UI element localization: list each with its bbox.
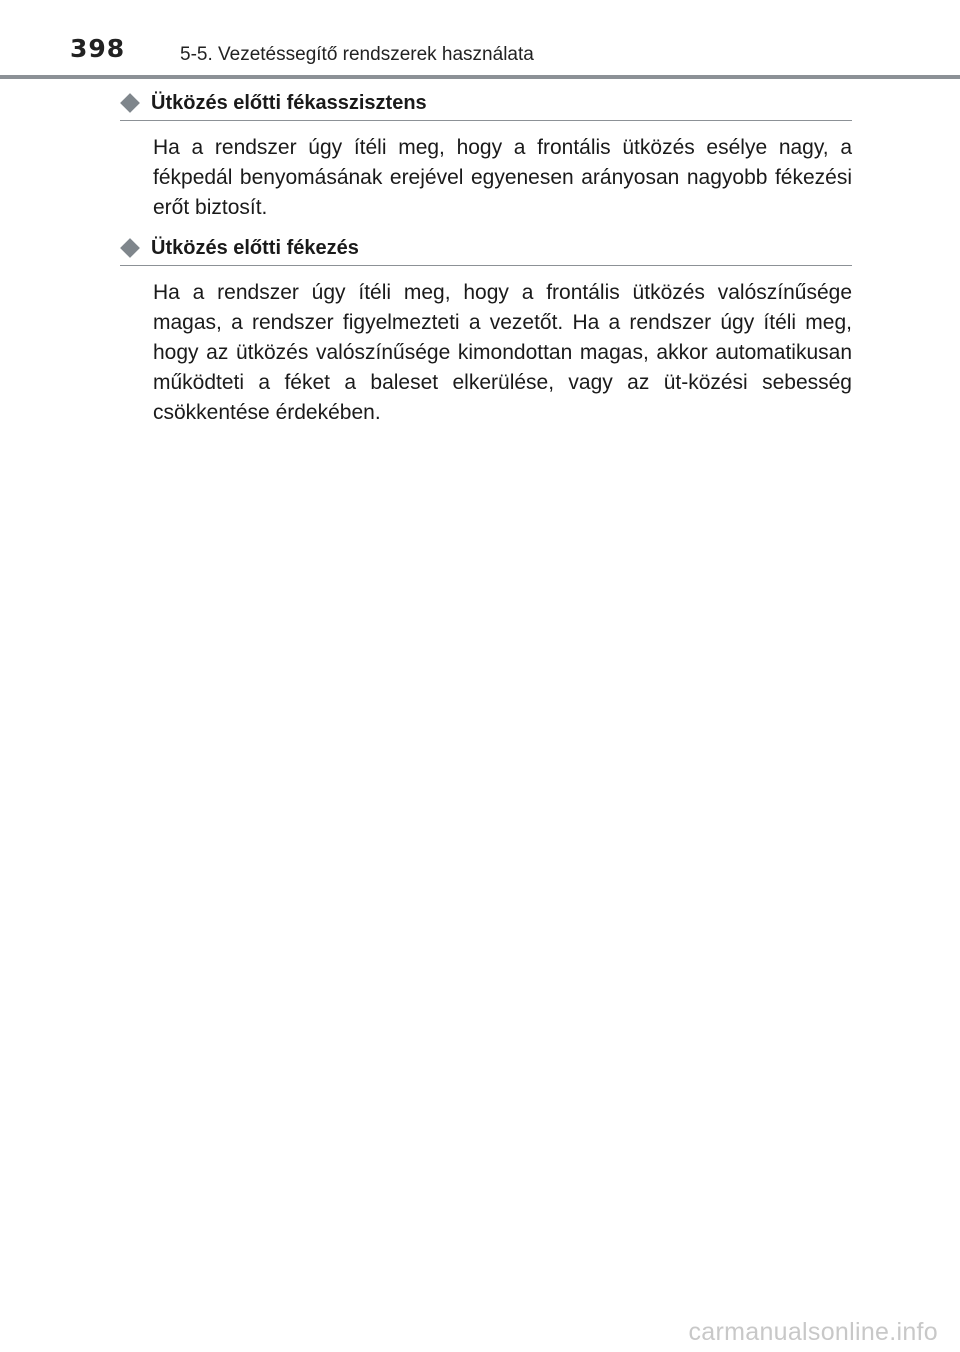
- diamond-icon: [120, 238, 140, 258]
- subsection-heading: [120, 88, 852, 121]
- subsection-heading-text: Ütközés előtti fékezés: [151, 236, 359, 259]
- subsection-paragraph: Ha a rendszer úgy ítéli meg, hogy a frontális ütközés esélye nagy, a fékpedál benyomásának erejével egyenesen arányosan nagyobb fékezési erőt biztosít.: [153, 136, 852, 219]
- subsection-paragraph: Ha a rendszer úgy ítéli meg, hogy a frontális ütközés valószínűsége magas, a rendszer figyelmezteti a vezetőt. Ha a rendszer úgy ítéli meg, hogy az ütközés valószínűsége kimondottan magas, akkor automatikusan működteti a féket a baleset elkerülése, vagy az üt-közési sebesség csökkentése érdekében.: [153, 281, 852, 424]
- subsection-heading-text: Ütközés előtti fékasszisztens: [151, 91, 427, 114]
- subsection-pre-collision-braking: [120, 233, 852, 428]
- watermark: carmanualsonline.info: [688, 1318, 938, 1346]
- diamond-icon: [120, 93, 140, 113]
- section-title: 5-5. Vezetéssegítő rendszerek használata: [180, 44, 534, 65]
- header-rule: [0, 75, 960, 79]
- page-number: 398: [70, 34, 126, 63]
- subsection-heading: [120, 233, 852, 266]
- page-content: [120, 88, 852, 438]
- subsection-pre-collision-brake-assist: [120, 88, 852, 223]
- page-header: [0, 0, 960, 82]
